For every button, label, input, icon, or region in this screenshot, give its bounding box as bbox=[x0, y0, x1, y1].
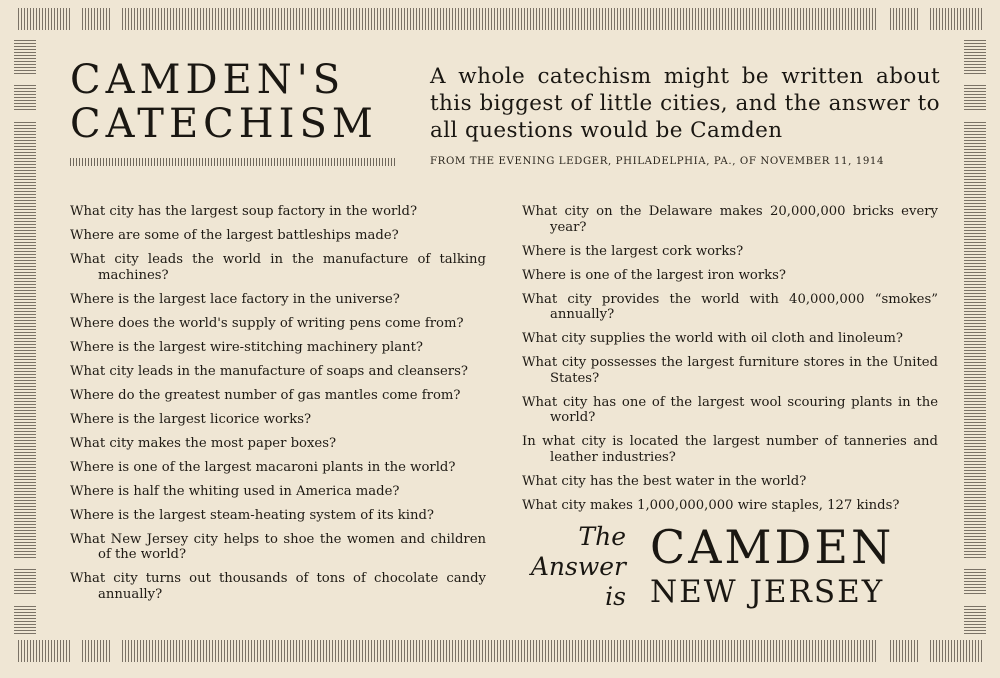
border-right-long-bar bbox=[964, 120, 986, 558]
answer-block bbox=[650, 520, 950, 610]
border-right-top-block bbox=[964, 40, 986, 74]
border-bottom-short-block-right bbox=[890, 640, 918, 662]
border-left-short-block bbox=[14, 84, 36, 110]
border-bottom-short-block bbox=[82, 640, 110, 662]
question-item: What city has the best water in the world? bbox=[522, 473, 807, 489]
questions-left-column bbox=[70, 204, 486, 611]
border-bottom-long-bar bbox=[122, 640, 878, 662]
question-item: What city on the Delaware makes 20,000,000 bricks every year? bbox=[522, 204, 938, 235]
question-item: Where is the largest lace factory in the universe? bbox=[70, 291, 400, 307]
title-line-1: CAMDEN'S bbox=[70, 57, 346, 103]
title-rule bbox=[70, 158, 395, 166]
question-item: Where is one of the largest macaroni plants in the world? bbox=[70, 459, 456, 475]
answer-city: CAMDEN bbox=[650, 520, 895, 574]
question-item: What city turns out thousands of tons of chocolate candy annually? bbox=[70, 571, 486, 602]
question-item: What city leads in the manufacture of soaps and cleansers? bbox=[70, 363, 468, 379]
border-left-top-block bbox=[14, 40, 36, 74]
border-right-short-block bbox=[964, 84, 986, 110]
border-top-short-block bbox=[82, 8, 110, 30]
question-item: What city makes 1,000,000,000 wire staples, 127 kinds? bbox=[522, 497, 900, 513]
question-item: What city leads the world in the manufacture of talking machines? bbox=[70, 252, 486, 283]
question-item: What city supplies the world with oil cloth and linoleum? bbox=[522, 331, 903, 346]
answer-lead-the: The bbox=[578, 522, 626, 551]
title-line-2: CATECHISM bbox=[70, 101, 378, 147]
source-credit: FROM THE EVENING LEDGER, PHILADELPHIA, PA., OF NOVEMBER 11, 1914 bbox=[430, 156, 885, 167]
question-item: In what city is located the largest number of tanneries and leather industries? bbox=[522, 434, 938, 465]
border-top-left-block bbox=[18, 8, 70, 30]
question-item: Where is one of the largest iron works? bbox=[522, 267, 786, 283]
question-item: Where is the largest licorice works? bbox=[70, 411, 312, 427]
border-top-right-block bbox=[930, 8, 982, 30]
question-item: Where is the largest wire-stitching machinery plant? bbox=[70, 339, 423, 355]
question-item: What New Jersey city helps to shoe the women and children of the world? bbox=[70, 531, 486, 562]
question-item: Where are some of the largest battleships made? bbox=[70, 228, 399, 243]
question-item: What city has one of the largest wool scouring plants in the world? bbox=[522, 394, 938, 425]
border-right-bottom-block bbox=[964, 604, 986, 634]
answer-state: NEW JERSEY bbox=[650, 574, 885, 610]
border-left-bottom-block bbox=[14, 604, 36, 634]
question-item: What city provides the world with 40,000,000 “smokes” annually? bbox=[522, 291, 938, 322]
answer-lead-is: is bbox=[605, 582, 626, 611]
questions-right-column bbox=[522, 204, 938, 522]
subtitle: A whole catechism might be written about this biggest of little cities, and the answer to all questions would be Camden bbox=[430, 64, 940, 143]
answer-lead-text bbox=[512, 522, 626, 612]
question-item: Where is the largest cork works? bbox=[522, 243, 744, 259]
border-top-short-block-right bbox=[890, 8, 918, 30]
question-item: What city possesses the largest furniture stores in the United States? bbox=[522, 355, 938, 386]
border-left-short-block-low bbox=[14, 568, 36, 594]
border-left-long-bar bbox=[14, 120, 36, 558]
border-top-long-bar bbox=[122, 8, 878, 30]
question-item: What city has the largest soup factory in the world? bbox=[70, 204, 418, 219]
question-item: Where does the world's supply of writing pens come from? bbox=[70, 315, 464, 331]
page-title bbox=[70, 58, 400, 146]
border-bottom-right-block bbox=[930, 640, 982, 662]
border-right-short-block-low bbox=[964, 568, 986, 594]
question-item: Where is half the whiting used in America made? bbox=[70, 483, 400, 499]
border-bottom-left-block bbox=[18, 640, 70, 662]
question-item: What city makes the most paper boxes? bbox=[70, 435, 337, 451]
question-item: Where do the greatest number of gas mantles come from? bbox=[70, 387, 461, 403]
question-item: Where is the largest steam-heating system of its kind? bbox=[70, 507, 434, 523]
answer-lead-answer: Answer bbox=[530, 552, 626, 581]
